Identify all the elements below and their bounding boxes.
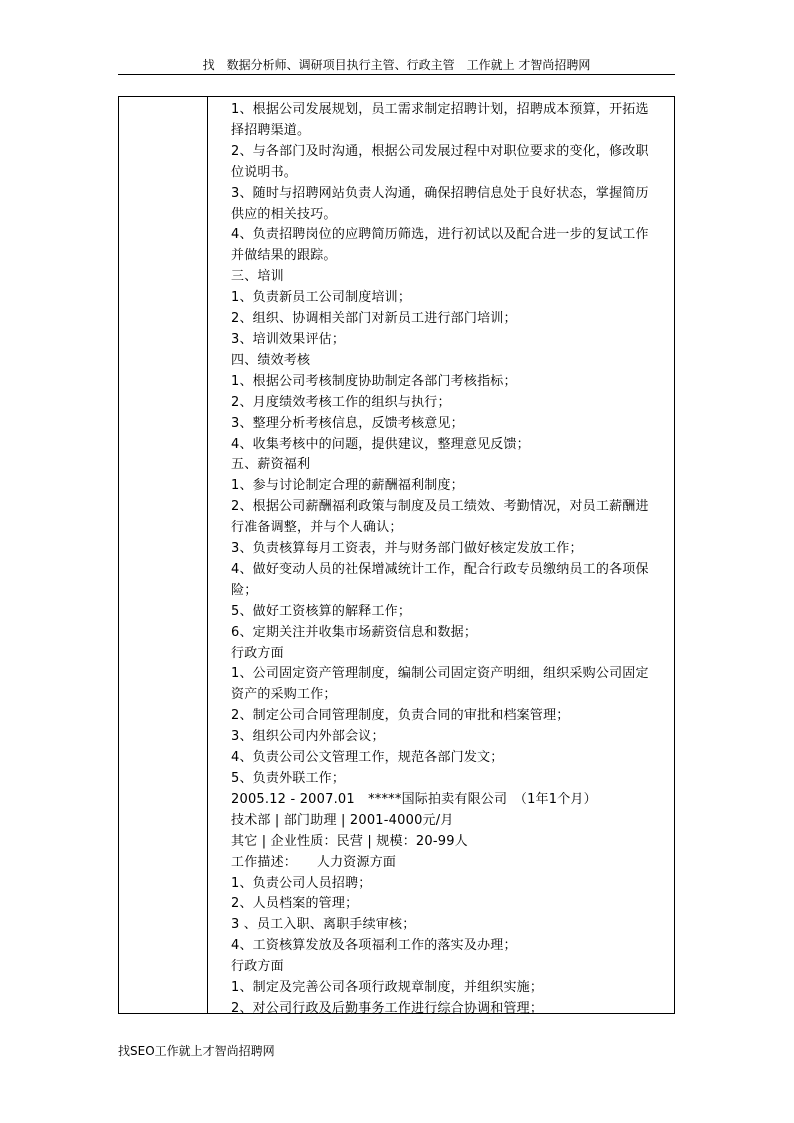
text-line: 资产的采购工作；	[231, 687, 337, 703]
label-column	[119, 97, 208, 1013]
text-line: 1、制定及完善公司各项行政规章制度，并组织实施；	[231, 980, 544, 996]
text-line: 2、月度绩效考核工作的组织与执行；	[231, 394, 451, 410]
text-line: 2、制定公司合同管理制度，负责合同的审批和档案管理；	[231, 708, 570, 724]
text-line: 3 、员工入职、离职手续审核；	[231, 917, 416, 933]
text-line: 择招聘渠道。	[231, 122, 311, 138]
text-line: 位说明书。	[231, 164, 298, 180]
text-line: 五、薪资福利	[231, 457, 311, 473]
text-line: 行政方面	[231, 645, 284, 661]
text-line: 其它 | 企业性质：民营 | 规模：20-99人	[231, 833, 468, 849]
page-header: 找 数据分析师、调研项目执行主管、行政主管 工作就上 才智尚招聘网	[118, 57, 675, 75]
text-line: 2、与各部门及时沟通，根据公司发展过程中对职位要求的变化，修改职	[231, 143, 649, 159]
text-line: 1、负责公司人员招聘；	[231, 875, 372, 891]
text-line: 1、根据公司发展规划，员工需求制定招聘计划，招聘成本预算，开拓选	[231, 102, 649, 117]
content-table	[118, 96, 675, 1014]
text-line: 2、根据公司薪酬福利政策与制度及员工绩效、考勤情况，对员工薪酬进	[231, 499, 649, 515]
text-line: 6、定期关注并收集市场薪资信息和数据；	[231, 624, 478, 640]
text-line: 3、培训效果评估；	[231, 331, 346, 347]
text-line: 5、做好工资核算的解释工作；	[231, 603, 412, 619]
text-line: 2005.12 - 2007.01 *****国际拍卖有限公司 （1年1个月）	[231, 791, 597, 807]
text-line: 1、根据公司考核制度协助制定各部门考核指标；	[231, 373, 517, 389]
text-line: 4、做好变动人员的社保增减统计工作，配合行政专员缴纳员工的各项保	[231, 561, 649, 577]
text-line: 1、参与讨论制定合理的薪酬福利制度；	[231, 478, 464, 494]
text-line: 2、对公司行政及后勤事务工作进行综合协调和管理；	[231, 1000, 544, 1016]
text-line: 2、组织、协调相关部门对新员工进行部门培训；	[231, 311, 517, 327]
text-line: 3、组织公司内外部会议；	[231, 729, 385, 745]
text-line: 技术部 | 部门助理 | 2001-4000元/月	[231, 812, 454, 828]
text-line: 供应的相关技巧。	[231, 206, 337, 222]
text-line: 险；	[231, 582, 258, 598]
text-line: 4、收集考核中的问题，提供建议，整理意见反馈；	[231, 436, 530, 452]
text-line: 三、培训	[231, 269, 284, 285]
text-line: 行准备调整，并与个人确认；	[231, 520, 403, 536]
text-line: 2、人员档案的管理；	[231, 896, 359, 912]
text-line: 1、公司固定资产管理制度，编制公司固定资产明细，组织采购公司固定	[231, 666, 649, 682]
text-line: 4、负责招聘岗位的应聘简历筛选，进行初试以及配合进一步的复试工作	[231, 227, 649, 243]
text-line: 5、负责外联工作；	[231, 771, 346, 786]
text-line: 行政方面	[231, 959, 284, 975]
text-line: 并做结果的跟踪。	[231, 248, 337, 264]
text-line: 3、整理分析考核信息，反馈考核意见；	[231, 415, 464, 431]
text-line: 4、工资核算发放及各项福利工作的落实及办理；	[231, 938, 517, 954]
text-line: 四、绩效考核	[231, 352, 311, 368]
text-line: 4、负责公司公文管理工作，规范各部门发文；	[231, 750, 504, 766]
work-description-cell	[231, 100, 673, 1020]
text-line: 1、负责新员工公司制度培训；	[231, 290, 412, 306]
page-footer: 找SEO工作就上才智尚招聘网	[118, 1044, 275, 1058]
text-line: 3、负责核算每月工资表，并与财务部门做好核定发放工作；	[231, 541, 583, 557]
text-line: 工作描述： 人力资源方面	[231, 854, 397, 870]
text-line: 3、随时与招聘网站负责人沟通，确保招聘信息处于良好状态，掌握简历	[231, 185, 649, 201]
